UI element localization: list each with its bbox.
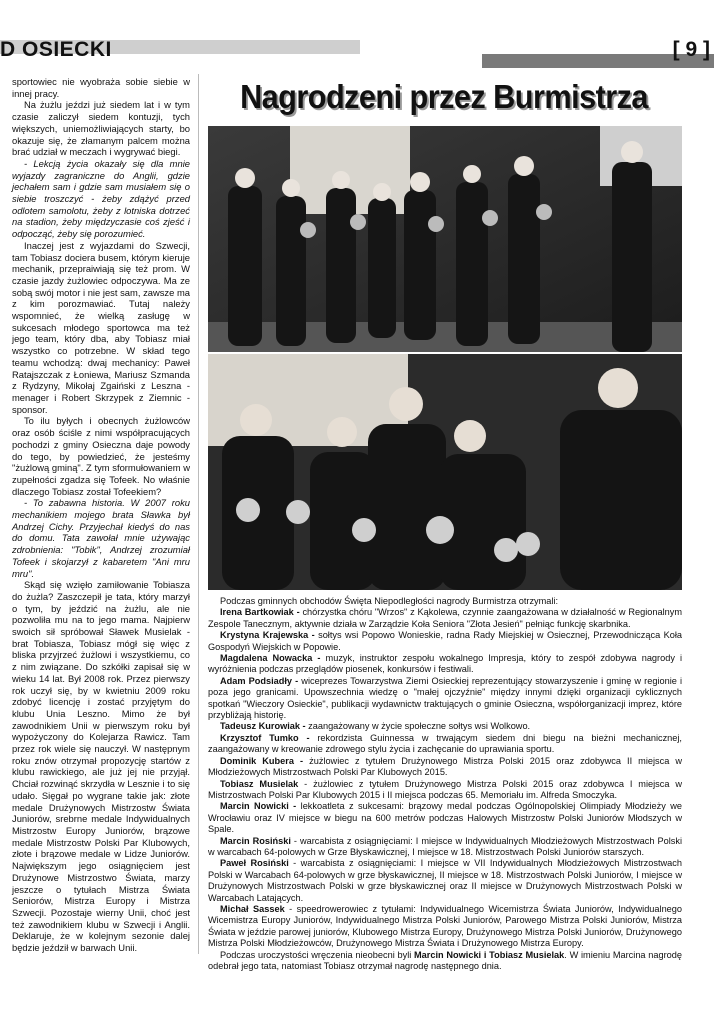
caption-text: - żużlowiec z tytułem Drużynowego Mistrza Polski 2015 oraz zdobywca I miejsca w Mistrzostwach Polski Par Klubowych 2015 i II miejsca podczas 65. Memoriału im. Alfreda Smoczyka. [208, 778, 682, 800]
caption-text: muzyk, instruktor zespołu wokalnego Impresja, który to zespół zdobywa nagrody i wyróżnienia podczas przeglądów piosenek, konkursów i festiwali. [208, 653, 683, 675]
award-photo-athletes-image [208, 354, 682, 590]
caption-entry [208, 836, 682, 859]
article-paragraph: sportowiec nie wyobraża sobie siebie w innej pracy. [12, 76, 190, 99]
article-paragraph: Na żużlu jeździ już siedem lat i w tym czasie zaliczył siedem kontuzji, tych większych, uniemożliwiających starty, bo okazuje się, że złamanym palcem można brać udział w meczach i wygrywać biegi. [12, 99, 190, 158]
caption-entry [208, 596, 682, 607]
award-photo-group [208, 126, 682, 352]
caption-text: sołtys wsi Popowo Wonieskie, radna Rady Miejskiej w Osiecznej, Przewodnicząca Koła Gospodyń Wiejskich w Popowie. [208, 630, 682, 652]
caption-entry [208, 607, 682, 630]
awardee-name: Magdalena Nowacka - [220, 653, 321, 664]
caption-entry [208, 858, 682, 904]
article-paragraph: - To zabawna historia. W 2007 roku mechanikiem mojego brata Sławka był Andrzej Cichy. Przyjechał kiedyś do nas do domu. Tata zawołał mnie używając zdrobnienia: "Tobik", Andrzej zrozumiał Tofeek i skojarzył z kabaretem "Ani mru mru". [12, 497, 190, 579]
awardee-name: Dominik Kubera - [220, 755, 304, 766]
awardee-name: Adam Podsiadły - [220, 675, 299, 686]
award-photo-athletes [208, 354, 682, 590]
caption-text: żużlowiec z tytułem Drużynowego Mistrza Polski 2015 oraz zdobywca II miejsca w Młodzieżowych Mistrzostwach Polski Par Klubowych 2015. [208, 755, 683, 778]
awardee-name: Michał Sassek [220, 903, 285, 914]
awardee-name: Paweł Rosiński [220, 858, 289, 869]
awardee-name: Tobiasz Musielak [220, 778, 299, 789]
caption-entry [208, 721, 682, 732]
awardee-name: Tadeusz Kurowiak - [220, 721, 306, 732]
caption-entry [208, 653, 682, 676]
caption-text: - warcabista z osiągnięciami: I miejsce w VII Indywidualnych Młodzieżowych Mistrzostwach Polski w Warcabach 64-polowych w grze błyskawicznej, II miejsce w 18. Mistrzostwach Polski Juniorów, I miejsce w Drużynowych Mistrzostwach Polski w grze błyskawicznej oraz II miejsce w Drużynowych Mistrzostwach Polski w Warcabach Latających. [208, 858, 682, 903]
caption-text: - warcabista z osiągnięciami: I miejsce w Indywidualnych Młodzieżowych Mistrzostwach Polski w warcabach 64-polowych w Grze Błyskawicznej, I miejsce w 18. Mistrzostwach Polski Juniorów starszych. [208, 835, 682, 857]
award-photo-group-image [208, 126, 682, 352]
article-paragraph: Inaczej jest z wyjazdami do Szwecji, tam Tobiasz dociera busem, którym kieruje mechanik, przepraiwiają się też prom. W czasie jazdy żużlowiec odpoczywa. Ma ze sobą swój motor i nie jest sam, zawsze ma z kim porozmawiać. Tutaj należy wspomnieć, że wielką zasługę w sukcesach młodego sportowca ma też jego team, który dba, aby Tobiasz miał wszystko co potrzebne. W skład tego teamu wchodzą: dwaj mechanicy: Paweł Ratajszczak z Łoniewa, Mariusz Szmanda z Rydzyny, Mikołaj Zgaiński z Leszna - menager i Robert Skrzypek z Ziemnic - sponsor. [12, 239, 190, 415]
caption-entry [208, 779, 682, 802]
caption-text: wiceprezes Towarzystwa Ziemi Osieckiej reprezentujący stowarzyszenie i gminę w regionie i poza jego granicami. Upowszechnia wiedzę o "małej ojczyźnie" między innymi dzięki organizacji cyklicznych spotkań "Wieczory Osieckie", publikacji wydawnictw traktujących o gminie Osieczna, współorganizacji imprez, które przybliżają historię. [208, 675, 682, 721]
column-divider [198, 74, 199, 954]
awardee-name: Marcin Nowicki - [220, 801, 297, 812]
awardee-name: Krzysztof Tumko - [220, 732, 310, 743]
caption-text: rekordzista Guinnessa w trwającym siedem dni biegu na bieżni mechanicznej, zaangażowany w kreowanie zdrowego stylu życia i zachęcanie do uprawiania sportu. [208, 732, 682, 755]
caption-entry [208, 950, 682, 973]
left-column-article [12, 76, 190, 954]
page-number: [ 9 ] [672, 38, 710, 61]
awardee-name: Krystyna Krajewska - [220, 630, 315, 641]
caption-text: zaangażowany w życie społeczne sołtys wsi Wolkowo. [305, 721, 531, 732]
awardee-name: Irena Bartkowiak - [220, 607, 300, 618]
caption-text: Podczas gminnych obchodów Święta Niepodległości nagrody Burmistrza otrzymali: [220, 596, 559, 606]
caption-text: Podczas uroczystości wręczenia nieobecni byli Marcin Nowicki i Tobiasz Musielak. W imieniu Marcina nagrodę odebrał jego tata, natomiast Tobiasz otrzymał nagrodę następnego dnia. [208, 949, 683, 971]
caption-entry [208, 630, 682, 653]
caption-entry [208, 676, 682, 722]
caption-entry [208, 733, 682, 756]
award-caption [208, 596, 682, 972]
caption-text: chórzystka chóru "Wrzos" z Kąkolewa, czynnie zaangażowana w działalność w Regionalnym Zespole Tanecznym, aktywnie działa w Zarządzie Koła Seniora "Złota Jesień" pełniąc funkcję skarbnika. [208, 607, 682, 629]
headline: Nagrodzeni przez Burmistrza [240, 78, 648, 115]
caption-entry [208, 904, 682, 950]
awardee-name: Marcin Rosiński [220, 835, 291, 846]
header-title: D OSIECKI [0, 38, 112, 61]
caption-entry [208, 756, 682, 779]
caption-text: lekkoatleta z sukcesami: brązowy medal podczas Ogólnopolskiej Olimpiady Młodzieży we Wrocławiu oraz IV miejsce w biegu na 600 metrów podczas Halowych Mistrzostw Polski Juniorów Młodszych w Spale. [208, 801, 683, 835]
caption-entry [208, 801, 682, 835]
caption-text: - speedrowerowiec z tytułami: Indywidualnego Wicemistrza Świata Juniorów, Indywidualnego Wicemistrza Europy Juniorów, Indywidualnego Mistrza Polski Juniorów, Parowego Mistrza Polski Juniorów, Mistrza Świata w jeździe parowej juniorów, Klubowego Mistrza Europy, Drużynowego Mistrza Polski Juniorów, Drużynowego Mistrza Polski Młodzieżowców, Drużynowego Mistrza Świata i Drużynowego Mistrza Europy. [208, 903, 683, 949]
article-paragraph: To ilu byłych i obecnych żużlowców oraz osób ściśle z nimi współpracujących pochodzi z gminy Osieczna daje powody do tego, by powiedzieć, że jesteśmy "żużlową gminą". Z tym sformułowaniem w zupełności zgadza się Tofeek. No właśnie dlaczego Tobiasz został Tofeekiem? [12, 415, 190, 497]
article-paragraph: - Lekcją życia okazały się dla mnie wyjazdy zagraniczne do Anglii, gdzie jechałem sam i gdzie sam musiałem się o siebie troszczyć - żeby zdążyć przed odlotem samolotu, żeby z lotniska dotrzeć na stadion, żeby międzyczasie coś zjeść i odpocząć, żeby się porozumieć. [12, 157, 190, 240]
article-paragraph: Skąd się wzięło zamiłowanie Tobiasza do żużla? Zaszczepił je tata, który marzył o tym, by jeździć na żużlu, ale nie pozwoliła mu na to jego mama. Najpierw swoich sił spróbował Sławek Musielak - brat Tobiasza, Tobiasz mógł się więc z bliska przyjrzeć żużlowi i wszystkiemu, co z nim związane. Do szkółki zapisał się w wieku 14 lat. Był 2008 rok. Przez pierwszy rok uczył się, by w kwietniu 2009 roku zdobyć licencję i zostać przyjętym do klubu Unia Leszno. Mimo że był zawodnikiem Unii w pierwszym roku był wypożyczony do Kolejarza Rawicz. Tam przez rok wiele się nauczył. W następnym roku znów otrzymał propozycję startów z klubu rawickiego, ale już jej nie przyjął. Chciał rozwinąć skrzydła w Lesznie i to się udało. Sięgał po wygrane takie jak: złote medale Drużynowych Mistrzostw Świata Juniorów, srebrne medale Indywidualnych Mistrzostw Europy Juniorów, brązowe medale Mistrzostw Polski Par Klubowych, złote i brązowe medale w Lidze Juniorów. Największym jego osiągnięciem jest Drużynowe Mistrzostwo Świata, marzy jeszcze o tytułach Mistrza Świata Seniorów, Mistrza Europy i Mistrza Szwecji. Pozostaje wierny Unii, choć jest też zawodnikiem klubu w Szwecji i Anglii. Deklaruje, że w kolejnym sezonie dalej będzie jeździł w barwach Unii. [12, 579, 190, 954]
